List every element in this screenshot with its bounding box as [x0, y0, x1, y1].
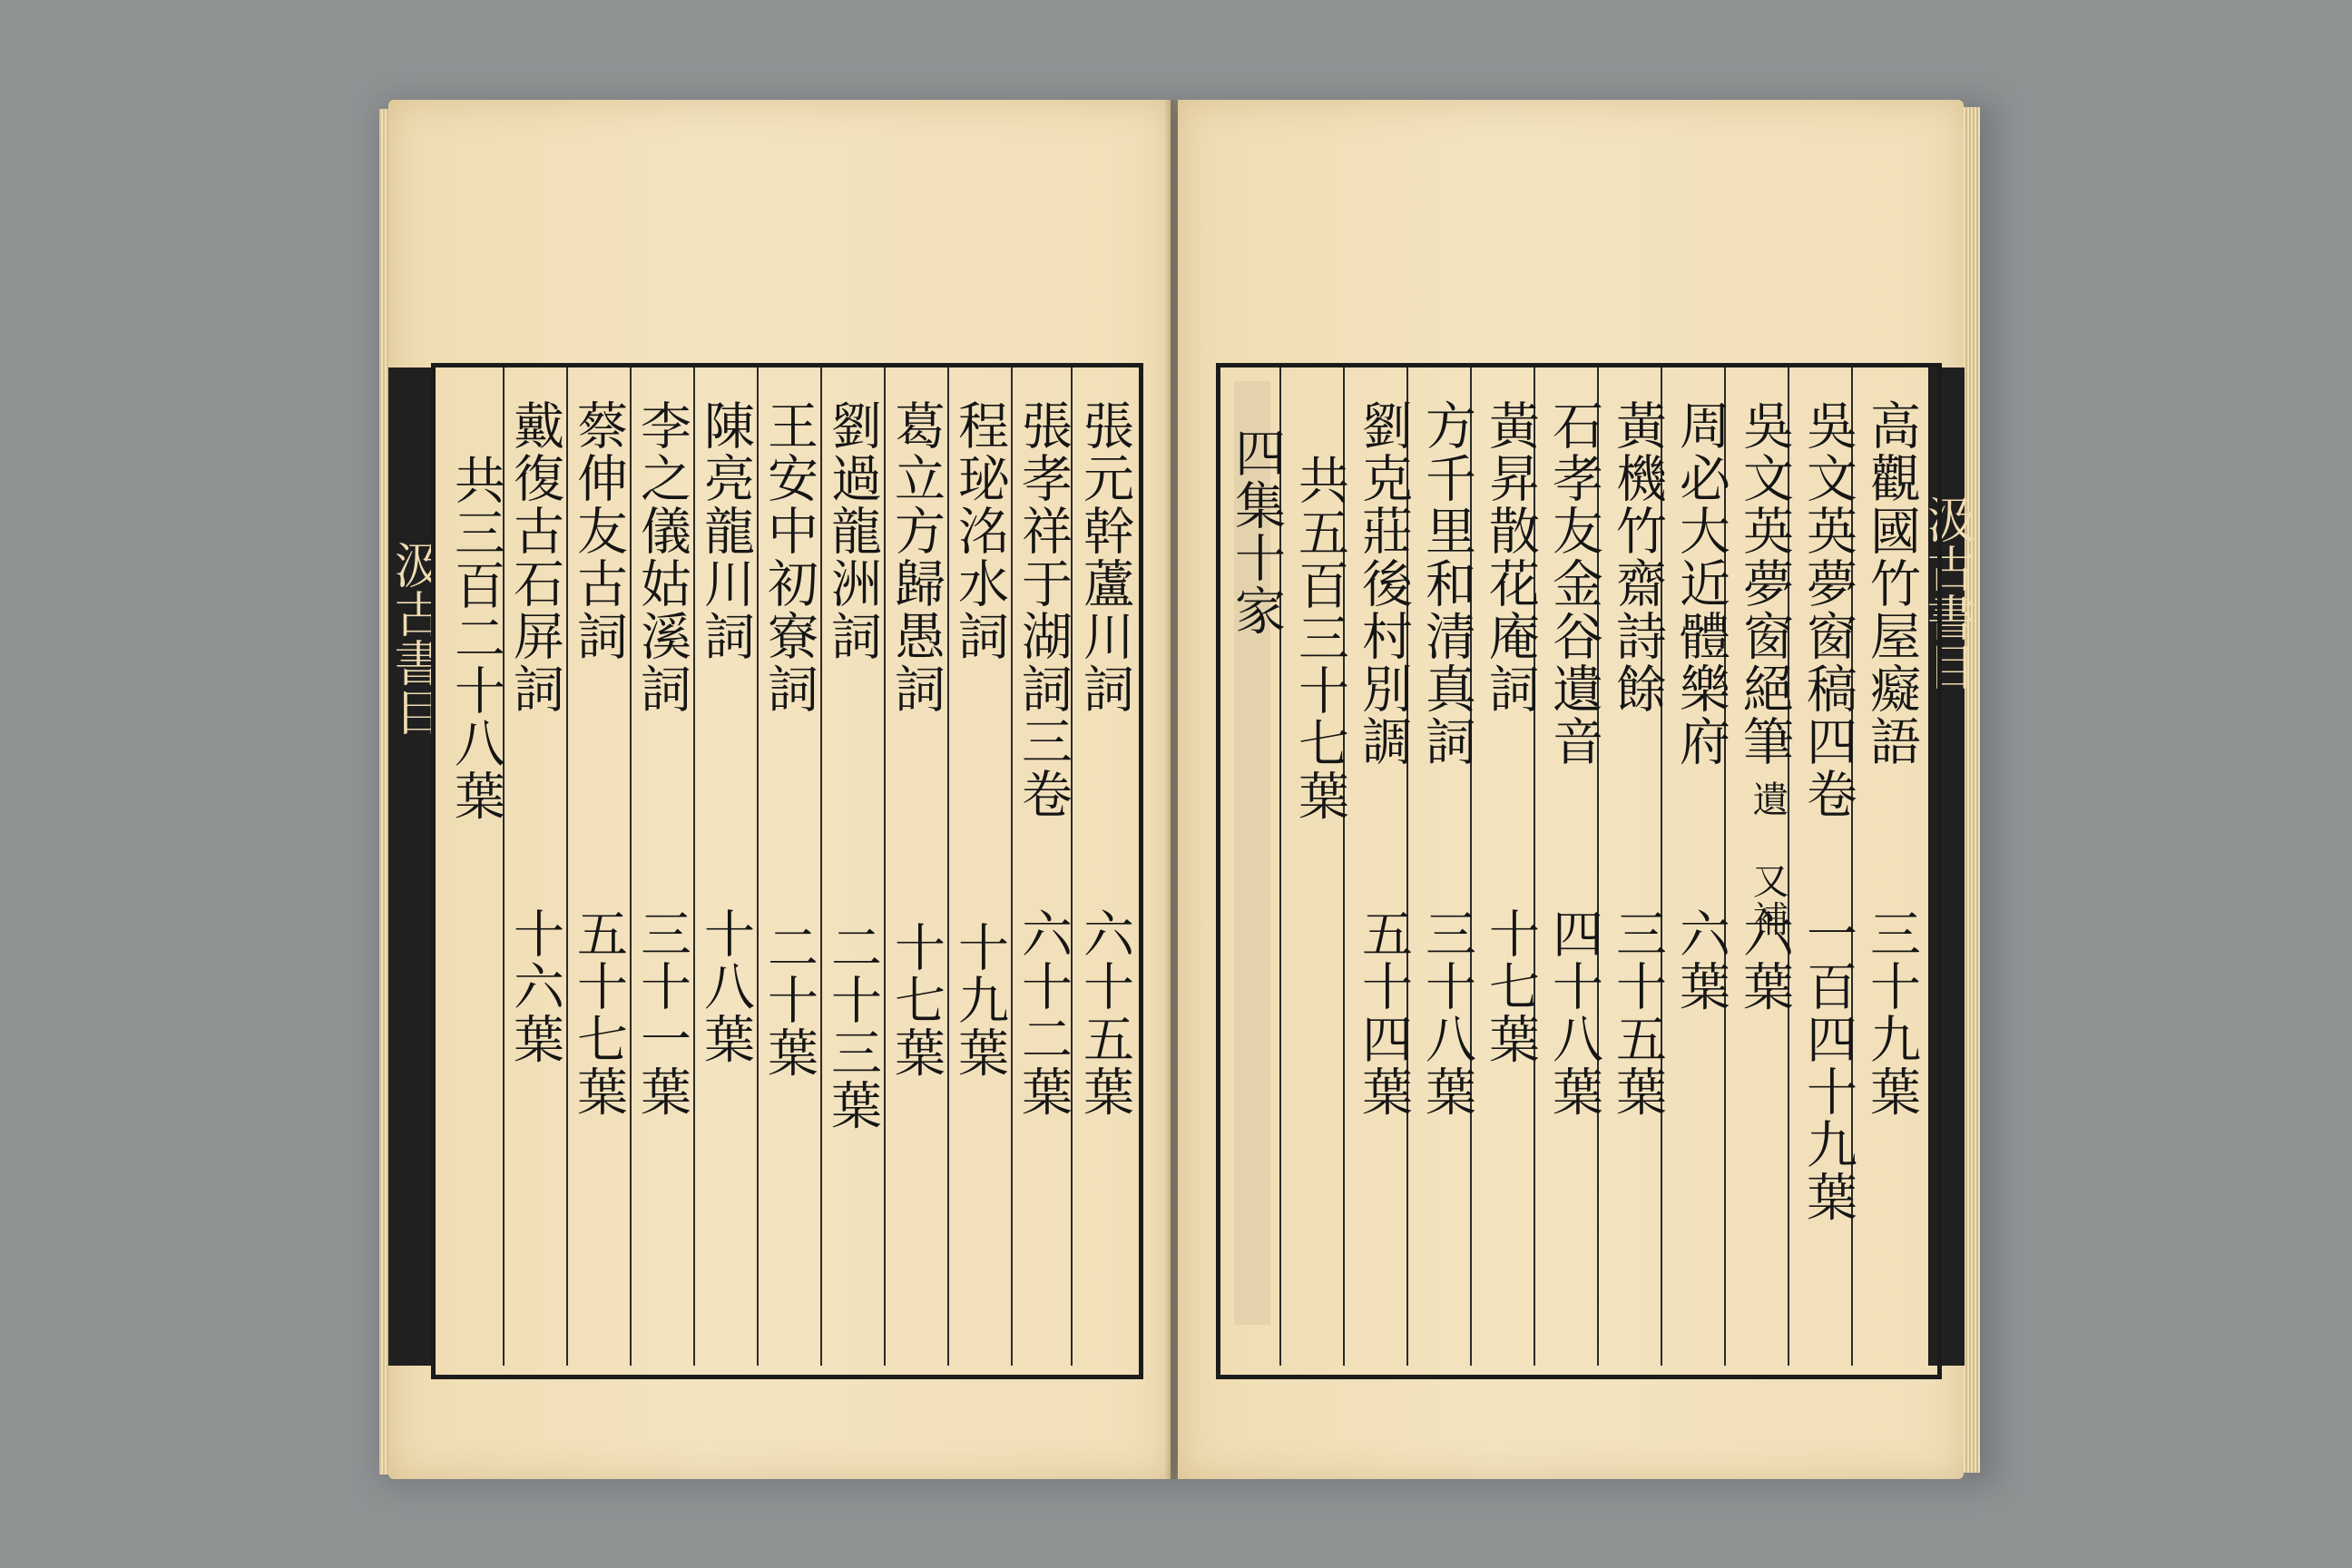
left-entry-leaves-8: 三十一葉	[632, 907, 691, 1118]
left-entry-title-10: 戴復古石屏詞	[505, 399, 564, 715]
right-summary: 四集十家	[1227, 426, 1286, 637]
right-entry-title-7: 黃昇散花庵詞	[1481, 399, 1540, 715]
right-entry-leaves-7: 十七葉	[1481, 907, 1540, 1065]
left-entry-leaves-4: 十七葉	[887, 921, 946, 1079]
right-entry-leaves-2: 一百四十九葉	[1798, 907, 1857, 1223]
right-entry-title-3: 吳文英夢窗絕筆	[1735, 399, 1794, 768]
left-entry-title-9: 蔡伸友古詞	[569, 399, 628, 662]
right-entry-title-8: 方千里和清真詞	[1417, 399, 1476, 768]
left-entry-title-4: 葛立方歸愚詞	[887, 399, 946, 715]
right-entry-title-4: 周必大近體樂府	[1671, 399, 1730, 768]
left-center-label: 汲古書目	[387, 540, 444, 736]
right-entry-leaves-1: 三十九葉	[1862, 907, 1921, 1118]
right-entry-title-1: 高觀國竹屋癡語	[1862, 399, 1921, 768]
right-bleed-through	[1234, 381, 1270, 1325]
left-entry-leaves-7: 十八葉	[696, 907, 755, 1065]
right-entry-leaves-9: 五十四葉	[1354, 907, 1413, 1118]
left-entry-title-5: 劉過龍洲詞	[823, 399, 882, 662]
left-center-strip	[387, 368, 444, 1366]
right-total: 共五百三十七葉	[1290, 454, 1349, 822]
left-entry-title-2: 張孝祥于湖詞三卷	[1014, 399, 1073, 820]
right-entry-leaves-4: 六葉	[1671, 907, 1730, 1013]
left-entry-title-7: 陳亮龍川詞	[696, 399, 755, 662]
right-entry-leaves-6: 四十八葉	[1544, 907, 1603, 1118]
left-entry-leaves-9: 五十七葉	[569, 907, 628, 1118]
right-entry-title-2: 吳文英夢窗稿四卷	[1798, 399, 1857, 820]
left-entry-leaves-6: 二十葉	[760, 921, 818, 1079]
left-entry-title-1: 張元幹蘆川詞	[1075, 399, 1134, 715]
right-entry-leaves-8: 三十八葉	[1417, 907, 1476, 1118]
left-entry-leaves-3: 十九葉	[950, 921, 1009, 1079]
right-entry-leaves-3: 六葉	[1735, 907, 1794, 1013]
right-center-label: 汲古書目	[1919, 495, 1976, 691]
left-total: 共三百二十八葉	[446, 454, 505, 822]
left-entry-title-8: 李之儀姑溪詞	[632, 399, 691, 715]
right-entry-title-5: 黃機竹齋詩餘	[1608, 399, 1667, 715]
right-entry-leaves-5: 三十五葉	[1608, 907, 1667, 1118]
left-entry-leaves-1: 六十五葉	[1075, 907, 1134, 1118]
left-entry-leaves-10: 十六葉	[505, 907, 564, 1065]
left-entry-leaves-2: 六十二葉	[1014, 907, 1073, 1118]
left-entry-leaves-5: 二十三葉	[823, 921, 882, 1132]
left-entry-title-6: 王安中初寮詞	[760, 399, 818, 715]
right-entry-title-9: 劉克莊後村別調	[1354, 399, 1413, 768]
left-entry-title-3: 程珌洺水詞	[950, 399, 1009, 662]
right-entry-note-3: 遺 又補	[1747, 780, 1788, 938]
right-entry-title-6: 石孝友金谷遺音	[1544, 399, 1603, 768]
